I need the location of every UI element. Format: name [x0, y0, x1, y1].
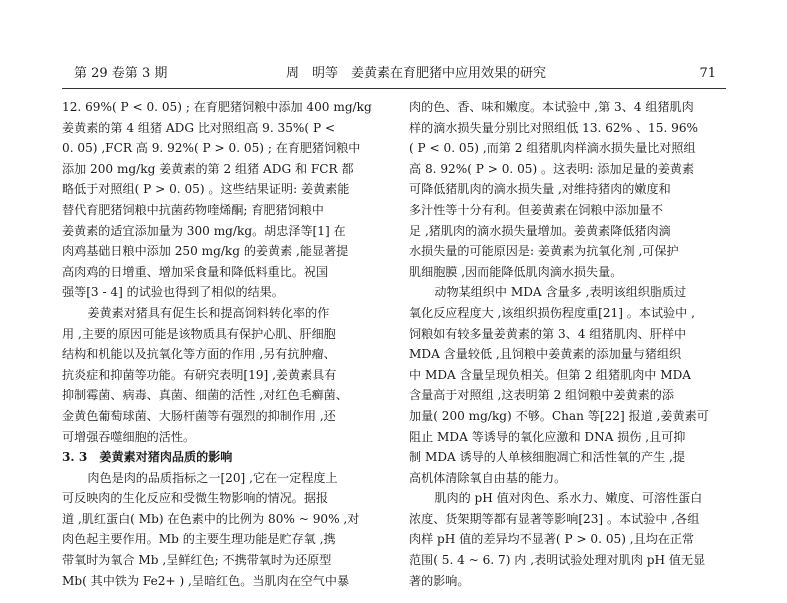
journal-volume-issue: 第 29 卷第 3 期 — [74, 66, 168, 81]
text-line: 强等[3 - 4] 的试验也得到了相似的结果。 — [62, 285, 284, 300]
text-line: 高机体清除氧自由基的能力。 — [409, 470, 567, 485]
text-line: 范围( 5. 4 ~ 6. 7) 内 ,表明试验处理对肌肉 pH 值无显 — [409, 553, 706, 568]
text-line: 姜黄素的第 4 组猪 ADG 比对照组高 9. 35%( P < — [62, 120, 336, 135]
text-line: 姜黄素对猪具有促生长和提高饲料转化率的作 — [87, 305, 330, 320]
page-number: 71 — [699, 66, 716, 81]
text-line: 阻止 MDA 等诱导的氧化应激和 DNA 损伤 ,且可抑 — [409, 429, 686, 444]
running-header — [74, 64, 716, 86]
left-column — [62, 97, 384, 591]
text-line: 道 ,肌红蛋白( Mb) 在色素中的比例为 80% ~ 90% ,对 — [62, 511, 360, 526]
text-line: 可增强吞噬细胞的活性。 — [62, 429, 196, 444]
text-line: 足 ,猪肌肉的滴水损失量增加。姜黄素降低猪肉滴 — [409, 223, 671, 238]
section-heading: 3. 3 姜黄素对猪肉品质的影响 — [62, 450, 233, 465]
text-line: 著的影响。 — [409, 573, 470, 588]
text-line: 可降低猪肌肉的滴水损失量 ,对维持猪肉的嫩度和 — [409, 182, 671, 197]
text-line: ( P < 0. 05) ,而第 2 组猪肌肉样滴水损失量比对照组 — [409, 141, 696, 156]
text-line: 动物某组织中 MDA 含量多 ,表明该组织脂质过 — [434, 285, 687, 300]
text-line: 水损失量的可能原因是: 姜黄素为抗氧化剂 ,可保护 — [409, 244, 679, 259]
text-line: 肌肉的 pH 值对肉色、系水力、嫩度、可溶性蛋白 — [434, 491, 703, 506]
text-line: 结构和机能以及抗氧化等方面的作用 ,另有抗肿瘤、 — [62, 347, 336, 362]
text-line: 替代育肥猪饲粮中抗菌药物喹烯酮; 育肥猪饲粮中 — [62, 202, 324, 217]
text-line: Mb( 其中铁为 Fe2+ ) ,呈暗红色。当肌肉在空气中暴 — [62, 573, 350, 588]
text-line: 肉样 pH 值的差异均不显著( P > 0. 05) ,且均在正常 — [409, 532, 695, 547]
right-column — [409, 97, 725, 591]
text-line: 样的滴水损失量分别比对照组低 13. 62% 、15. 96% — [409, 120, 699, 135]
text-line: 高 8. 92%( P > 0. 05) 。这表明: 添加足量的姜黄素 — [409, 161, 695, 176]
text-line: 抑制霉菌、病毒、真菌、细菌的活性 ,对红色毛癣菌、 — [62, 388, 348, 403]
text-line: 肉色起主要作用。Mb 的主要生理功能是贮存氧 ,携 — [62, 532, 336, 547]
text-line: 可反映肉的生化反应和受微生物影响的情况。据报 — [62, 491, 329, 506]
text-line: 金黄色葡萄球菌、大肠杆菌等有强烈的抑制作用 ,还 — [62, 408, 336, 423]
text-line: 肉鸡基础日粮中添加 250 mg/kg 的姜黄素 ,能显著提 — [62, 244, 349, 259]
text-line: MDA 含量较低 ,且饲粮中姜黄素的添加量与猪组织 — [409, 347, 682, 362]
text-line: 多汁性等十分有利。但姜黄素在饲粮中添加量不 — [409, 202, 663, 217]
text-line: 抗炎症和抑菌等功能。有研究表明[19] ,姜黄素具有 — [62, 367, 337, 382]
text-line: 肌细胞膜 ,因而能降低肌肉滴水损失量。 — [409, 264, 623, 279]
running-title: 周 明等 姜黄素在育肥猪中应用效果的研究 — [286, 66, 547, 81]
text-line: 饲粮如有较多量姜黄素的第 3、4 组猪肌肉、肝样中 — [409, 326, 687, 341]
text-line: 姜黄素的适宜添加量为 300 mg/kg。胡忠泽等[1] 在 — [62, 223, 346, 238]
text-line: 肉的色、香、味和嫩度。本试验中 ,第 3、4 组猪肌肉 — [409, 100, 694, 114]
text-line: 用 ,主要的原因可能是该物质具有保护心肌、肝细胞 — [62, 326, 336, 341]
text-line: 略低于对照组( P > 0. 05) 。这些结果证明: 姜黄素能 — [62, 182, 350, 197]
text-line: 含量高于对照组 ,这表明第 2 组饲粮中姜黄素的添 — [409, 388, 674, 403]
text-line: 带氧时为氧合 Mb ,呈鲜红色; 不携带氧时为还原型 — [62, 553, 332, 568]
text-line: 中 MDA 含量呈现负相关。但第 2 组猪肌肉中 MDA — [409, 367, 692, 382]
text-line: 添加 200 mg/kg 姜黄素的第 2 组猪 ADG 和 FCR 都 — [62, 161, 354, 176]
text-line: 浓度、货架期等都有显著等影响[23] 。本试验中 ,各组 — [409, 511, 700, 526]
text-line: 高肉鸡的日增重、增加采食量和降低料重比。祝国 — [62, 264, 329, 279]
header-rule — [62, 88, 726, 89]
text-line: 氧化反应程度大 ,该组织损伤程度重[21] 。本试验中 , — [409, 305, 695, 320]
text-line: 肉色是肉的品质指标之一[20] ,它在一定程度上 — [87, 470, 338, 485]
text-line: 12. 69%( P < 0. 05) ; 在育肥猪饲粮中添加 400 mg/kg — [62, 100, 372, 114]
text-line: 加量( 200 mg/kg) 不够。Chan 等[22] 报道 ,姜黄素可 — [409, 408, 709, 423]
text-line: 制 MDA 诱导的人单核细胞凋亡和活性氧的产生 ,提 — [409, 450, 685, 465]
text-line: 0. 05) ,FCR 高 9. 92%( P > 0. 05) ; 在育肥猪饲粮中 — [62, 141, 361, 156]
